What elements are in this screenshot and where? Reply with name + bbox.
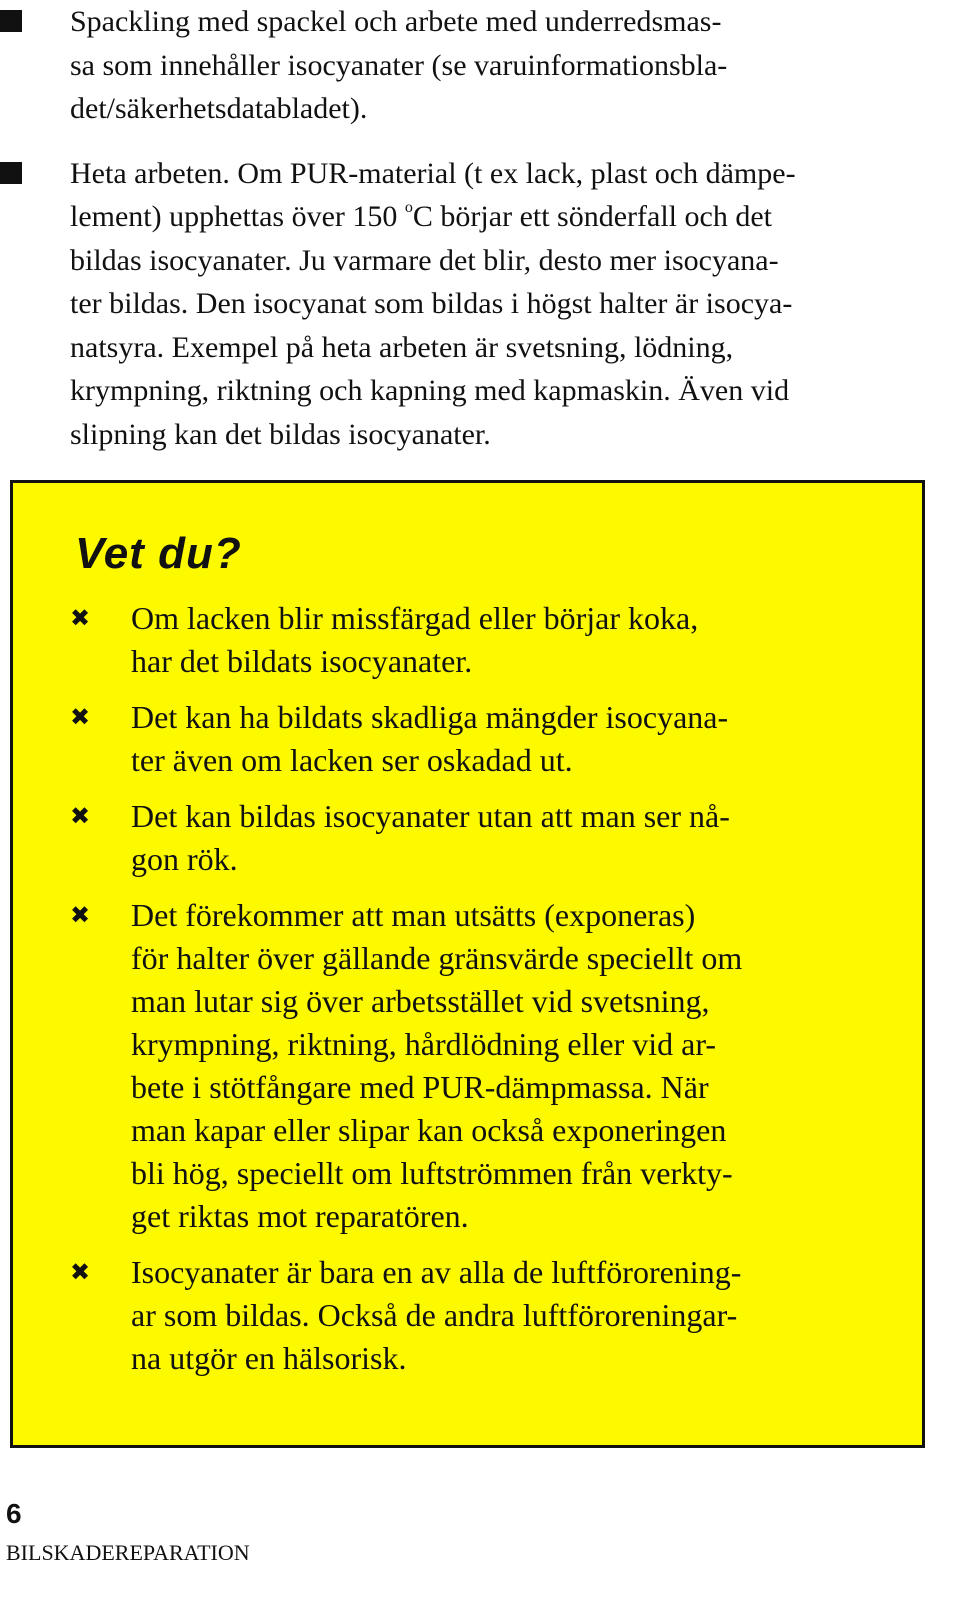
- text-line: [70, 195, 950, 239]
- text-line: gon rök.: [131, 841, 238, 877]
- cross-bullet-icon: ✖: [70, 703, 91, 731]
- text-line: krympning, riktning, hårdlödning eller vid ar-: [131, 1026, 717, 1062]
- text-line: ter även om lacken ser oskadad ut.: [131, 742, 573, 778]
- text-line: Det förekommer att man utsätts (exponeras): [131, 897, 696, 933]
- text-line: ter bildas. Den isocyanat som bildas i högst halter är isocya-: [70, 287, 793, 320]
- text-line: Om lacken blir missfärgad eller börjar koka,: [131, 600, 699, 636]
- list-item: [0, 152, 950, 457]
- fact-item: [13, 795, 913, 881]
- text-line: ar som bildas. Också de andra luftföroreningar-: [131, 1297, 738, 1333]
- fact-item: [13, 894, 913, 1238]
- cross-bullet-icon: ✖: [70, 604, 91, 632]
- degree-superscript: o: [404, 199, 413, 216]
- fact-item: [13, 696, 913, 782]
- text-line: man kapar eller slipar kan också exponeringen: [131, 1112, 727, 1148]
- text-line: man lutar sig över arbetsstället vid svetsning,: [131, 983, 710, 1019]
- text-line: Heta arbeten. Om PUR-material (t ex lack, plast och dämpe-: [70, 156, 796, 190]
- text-line: get riktas mot reparatören.: [131, 1198, 469, 1234]
- list-item: [0, 0, 950, 131]
- square-bullet-icon: [0, 162, 22, 184]
- text-line: bete i stötfångare med PUR-dämpmassa. När: [131, 1069, 709, 1105]
- running-footer-title: BILSKADEREPARATION: [6, 1540, 250, 1565]
- fact-item: [13, 597, 913, 683]
- text-line: bli hög, speciellt om luftströmmen från verkty-: [131, 1155, 733, 1191]
- cross-bullet-icon: ✖: [70, 901, 91, 929]
- top-bullet-list: [0, 0, 950, 477]
- fact-item: [13, 1251, 913, 1380]
- page-number: 6: [6, 1498, 22, 1529]
- text-line: na utgör en hälsorisk.: [131, 1340, 407, 1376]
- cross-bullet-icon: ✖: [70, 802, 91, 830]
- cross-bullet-icon: ✖: [70, 1258, 91, 1286]
- text-line: Spackling med spackel och arbete med underredsmas-: [70, 5, 722, 38]
- text-line: har det bildats isocyanater.: [131, 643, 473, 679]
- did-you-know-box: [10, 480, 925, 1448]
- text-fragment: lement) upphettas över 150: [70, 200, 398, 233]
- text-line: sa som innehåller isocyanater (se varuinformationsbla-: [70, 48, 728, 82]
- text-line: Det kan ha bildats skadliga mängder isocyana-: [131, 699, 729, 735]
- square-bullet-icon: [0, 10, 22, 32]
- text-line: Isocyanater är bara en av alla de luftförorening-: [131, 1254, 742, 1290]
- text-line: Det kan bildas isocyanater utan att man ser nå-: [131, 798, 730, 834]
- text-line: slipning kan det bildas isocyanater.: [70, 417, 491, 451]
- text-line: för halter över gällande gränsvärde speciellt om: [131, 940, 743, 976]
- text-line: krympning, riktning och kapning med kapmaskin. Även vid: [70, 374, 790, 407]
- text-line: bildas isocyanater. Ju varmare det blir, desto mer isocyana-: [70, 243, 779, 277]
- text-fragment: C börjar ett sönderfall och det: [412, 200, 772, 233]
- text-line: det/säkerhetsdatabladet).: [70, 92, 368, 125]
- box-title: Vet du?: [75, 529, 242, 578]
- fact-list: [13, 597, 913, 1393]
- text-line: natsyra. Exempel på heta arbeten är svetsning, lödning,: [70, 330, 734, 364]
